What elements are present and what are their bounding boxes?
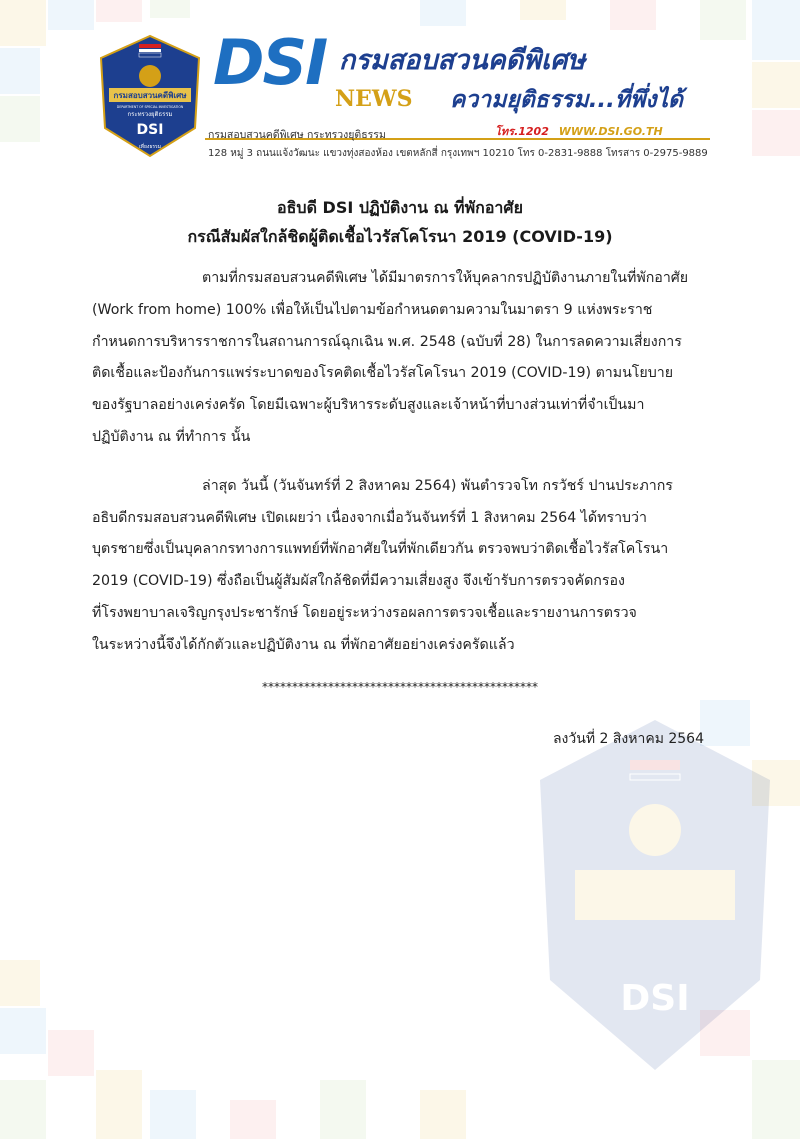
press-release-body — [92, 193, 708, 750]
paragraph-line: กำหนดการบริหารราชการในสถานการณ์ฉุกเฉิน พ.ศ. 2548 (ฉบับที่ 28) ในการลดความเสี่ยงการ — [92, 333, 682, 350]
sign-date: ลงวันที่ 2 สิงหาคม 2564 — [552, 730, 704, 747]
headline-line-2: กรณีสัมผัสใกล้ชิดผู้ติดเชื้อไวรัสโคโรนา 2019 (COVID-19) — [187, 227, 613, 246]
badge-ministry: กระทรวงยุติธรรม — [127, 111, 173, 118]
paragraph-line: (Work from home) 100% เพื่อให้เป็นไปตามข้อกำหนดตามความในมาตรา 9 แห่งพระราช — [92, 301, 653, 318]
dsi-watermark-emblem — [520, 700, 790, 1090]
badge-code: DSI — [136, 122, 164, 138]
paragraph-line: ติดเชื้อและป้องกันการแพร่ระบาดของโรคติดเชื้อไวรัสโคโรนา 2019 (COVID-19) ตามนโยบาย — [92, 365, 674, 382]
svg-text:DSI: DSI — [620, 978, 690, 1019]
paragraph-spacer — [92, 454, 708, 471]
badge-dept-name: กรมสอบสวนคดีพิเศษ — [113, 91, 187, 100]
paragraph-line: อธิบดีกรมสอบสวนคดีพิเศษ เปิดเผยว่า เนื่องจากเมื่อวันจันทร์ที่ 1 สิงหาคม 2564 ได้ทราบว่า — [92, 509, 647, 526]
ministry-subtitle: กรมสอบสวนคดีพิเศษ กระทรวงยุติธรรม — [208, 129, 386, 141]
badge-dept-english: DEPARTMENT OF SPECIAL INVESTIGATION — [116, 105, 184, 109]
contact-line — [495, 122, 663, 140]
paragraph-line: ของรัฐบาลอย่างเคร่งครัด โดยมีเฉพาะผู้บริหารระดับสูงและเจ้าหน้าที่บางส่วนเท่าที่จำเป็นมา — [92, 397, 645, 414]
dsi-badge-logo — [95, 30, 205, 160]
address-line: 128 หมู่ 3 ถนนแจ้งวัฒนะ แขวงทุ่งสองห้อง เขตหลักสี่ กรุงเทพฯ 10210 โทร 0-2831-9888 โทรสาร 0-2975-9889 — [208, 148, 708, 159]
website-address: WWW.DSI.GO.TH — [558, 125, 663, 138]
paragraph-line: ตามที่กรมสอบสวนคดีพิเศษ ได้มีมาตรการให้บุคลากรปฏิบัติงานภายในที่พักอาศัย — [202, 270, 689, 286]
separator-stars: ********************************************** — [262, 679, 538, 694]
department-name: กรมสอบสวนคดีพิเศษ — [339, 45, 586, 76]
paragraph-line: ปฏิบัติงาน ณ ที่ทำการ นั้น — [92, 428, 251, 445]
paragraph-line: ที่โรงพยาบาลเจริญกรุงประชารักษ์ โดยอยู่ระหว่างรอผลการตรวจเชื้อและรายงานการตรวจ — [92, 604, 637, 621]
news-label: NEWS — [335, 86, 413, 112]
badge-motto: เที่ยงธรรม — [138, 144, 162, 150]
hotline-number: โทร.1202 — [495, 125, 549, 138]
letterhead — [95, 26, 715, 170]
article-text — [92, 263, 708, 662]
paragraph-line: ในระหว่างนี้จึงได้กักตัวและปฏิบัติงาน ณ ที่พักอาศัยอย่างเคร่งครัดแล้ว — [92, 636, 515, 653]
slogan: ความยุติธรรม...ที่พึ่งได้ — [450, 87, 683, 113]
paragraph-line: 2019 (COVID-19) ซึ่งถือเป็นผู้สัมผัสใกล้ชิดที่มีความเสี่ยงสูง จึงเข้ารับการตรวจคัดกรอง — [92, 573, 625, 590]
paragraph-line: บุตรชายซึ่งเป็นบุคลากรทางการแพทย์ที่พักอาศัยในที่พักเดียวกัน ตรวจพบว่าติดเชื้อไวรัสโคโรนา — [92, 541, 669, 558]
dsi-wordmark: DSI — [213, 26, 327, 99]
headline-line-1: อธิบดี DSI ปฏิบัติงาน ณ ที่พักอาศัย — [277, 198, 523, 217]
paragraph-line: ล่าสุด วันนี้ (วันจันทร์ที่ 2 สิงหาคม 2564) พันตำรวจโท กรวัชร์ ปานประภากร — [202, 477, 673, 494]
